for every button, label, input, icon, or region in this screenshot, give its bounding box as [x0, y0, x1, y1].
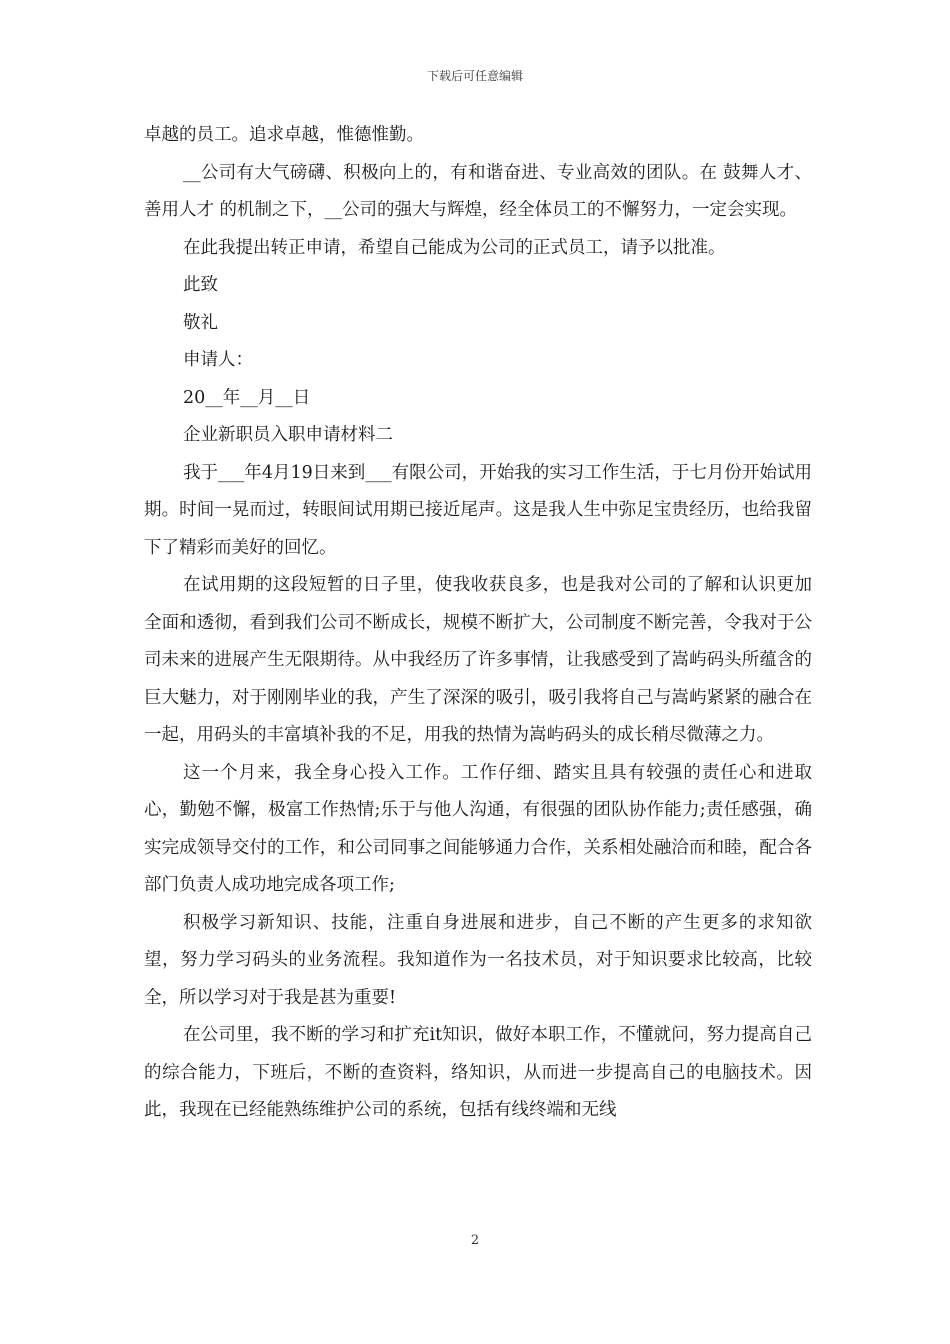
- paragraph: 在试用期的这段短暂的日子里，使我收获良多，也是我对公司的了解和认识更加全面和透彻，看到我们公司不断成长，规模不断扩大，公司制度不断完善，令我对于公司未来的进展产生无限期待。从中我经历了许多事情，让我感受到了嵩屿码头所蕴含的巨大魅力，对于刚刚毕业的我，产生了深深的吸引，吸引我将自己与嵩屿紧紧的融合在一起，用码头的丰富填补我的不足，用我的热情为嵩屿码头的成长稍尽微薄之力。: [144, 575, 812, 745]
- closing-salutation: 此致: [183, 275, 218, 295]
- section-title: 企业新职员入职申请材料二: [183, 425, 393, 445]
- paragraph: __公司有大气磅礴、积极向上的，有和谐奋进、专业高效的团队。在 鼓舞人才、善用人才 的机制之下，__公司的强大与辉煌，经全体员工的不懈努力，一定会实现。: [144, 162, 812, 220]
- paragraph: 这一个月来，我全身心投入工作。工作仔细、踏实且具有较强的责任心和进取心，勤勉不懈，极富工作热情;乐于与他人沟通，有很强的团队协作能力;责任感强，确实完成领导交付的工作，和公司同事之间能够通力合作，关系相处融洽而和睦，配合各部门负责人成功地完成各项工作;: [144, 762, 812, 895]
- date-line: 20__年__月__日: [183, 387, 311, 408]
- paragraph: 积极学习新知识、技能，注重自身进展和进步，自己不断的产生更多的求知欲望，努力学习码头的业务流程。我知道作为一名技术员，对于知识要求比较高，比较全，所以学习对于我是甚为重要!: [144, 912, 812, 1008]
- document-body: [144, 117, 812, 1130]
- page-number: 2: [470, 1233, 480, 1248]
- paragraph: 我于___年4月19日来到___有限公司，开始我的实习工作生活，于七月份开始试用期。时间一晃而过，转眼间试用期已接近尾声。这是我人生中弥足宝贵经历，也给我留下了精彩而美好的回忆。: [144, 462, 812, 558]
- closing-regards: 敬礼: [183, 312, 218, 333]
- paragraph: 卓越的员工。追求卓越，惟德惟勤。: [144, 125, 424, 145]
- paragraph: 在公司里，我不断的学习和扩充it知识，做好本职工作，不懂就问，努力提高自己的综合能力，下班后，不断的查资料，络知识，从而进一步提高自己的电脑技术。因此，我现在已经能熟练维护公司的系统，包括有线终端和无线: [144, 1025, 812, 1120]
- paragraph: 在此我提出转正申请，希望自己能成为公司的正式员工，请予以批准。: [183, 237, 726, 258]
- page-header-note: 下载后可任意编辑: [426, 69, 523, 83]
- applicant-label: 申请人：: [183, 350, 253, 370]
